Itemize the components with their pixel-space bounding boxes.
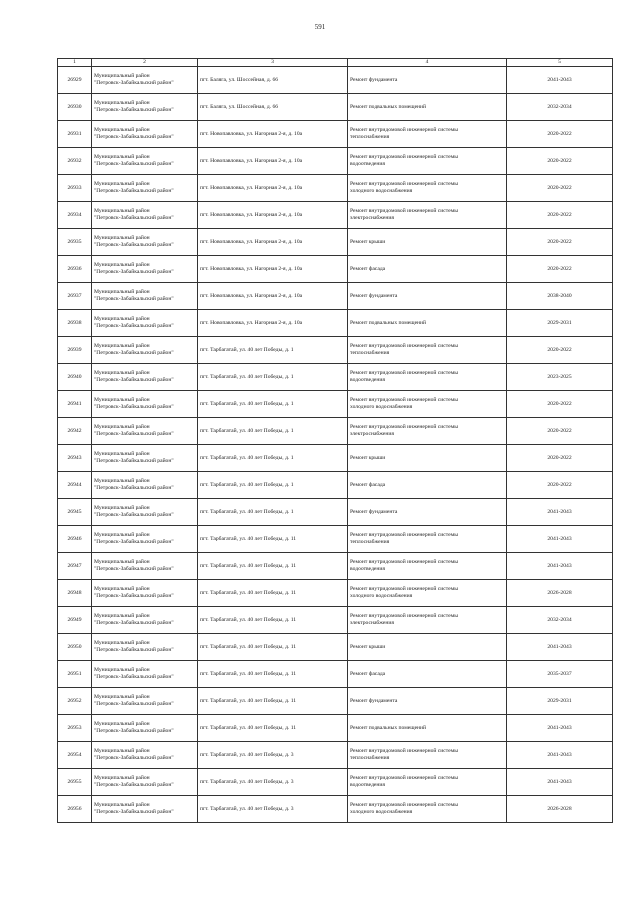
- municipality-cell: [92, 337, 198, 364]
- period-cell: 2041-2043: [507, 769, 613, 796]
- municipality-cell: [92, 121, 198, 148]
- table-row: [58, 67, 613, 94]
- work-type-line-1: Ремонт внутридомовой инженерной системы: [350, 775, 458, 782]
- municipality-line-2: "Петровск-Забайкальский район": [94, 134, 174, 140]
- work-type-line-1: Ремонт внутридомовой инженерной системы: [350, 424, 458, 431]
- row-number: 26929: [58, 67, 92, 94]
- municipality-cell: [92, 796, 198, 823]
- row-number: 26943: [58, 445, 92, 472]
- municipality-cell: [92, 526, 198, 553]
- table-row: [58, 499, 613, 526]
- municipality-line-2: "Петровск-Забайкальский район": [94, 377, 174, 383]
- municipality-cell: [92, 607, 198, 634]
- municipality-cell: [92, 445, 198, 472]
- row-number: 26949: [58, 607, 92, 634]
- work-type-line-2: водоотведения: [350, 161, 385, 167]
- address-cell: пгт. Новопавловка, ул. Нагорная 2-я, д. 10а: [198, 148, 348, 175]
- municipality-cell: [92, 310, 198, 337]
- municipality-line-1: Муниципальный район: [94, 505, 150, 512]
- municipality-line-2: "Петровск-Забайкальский район": [94, 188, 174, 194]
- work-type-cell: [348, 742, 507, 769]
- work-type-line-1: Ремонт внутридомовой инженерной системы: [350, 613, 458, 620]
- row-number: 26934: [58, 202, 92, 229]
- municipality-line-1: Муниципальный район: [94, 559, 150, 566]
- municipality-line-1: Муниципальный район: [94, 289, 150, 296]
- municipality-line-2: "Петровск-Забайкальский район": [94, 566, 174, 572]
- municipality-line-1: Муниципальный район: [94, 316, 150, 323]
- address-cell: пгт. Тарбагатай, ул. 40 лет Победы, д. 1: [198, 499, 348, 526]
- period-cell: 2041-2043: [507, 715, 613, 742]
- municipality-cell: [92, 67, 198, 94]
- row-number: 26955: [58, 769, 92, 796]
- work-type-cell: [348, 337, 507, 364]
- work-type-line-1: Ремонт фундамента: [350, 76, 398, 83]
- work-type-cell: [348, 445, 507, 472]
- table-header: [58, 59, 613, 67]
- address-cell: пгт. Тарбагатай, ул. 40 лет Победы, д. 11: [198, 607, 348, 634]
- municipality-line-2: "Петровск-Забайкальский район": [94, 107, 174, 113]
- municipality-cell: [92, 418, 198, 445]
- table-row: [58, 445, 613, 472]
- period-cell: 2020-2022: [507, 391, 613, 418]
- period-cell: 2026-2028: [507, 580, 613, 607]
- municipality-line-1: Муниципальный район: [94, 370, 150, 377]
- municipality-line-1: Муниципальный район: [94, 181, 150, 188]
- table-row: [58, 472, 613, 499]
- municipality-cell: [92, 661, 198, 688]
- table-row: [58, 634, 613, 661]
- work-type-line-1: Ремонт подвальных помещений: [350, 103, 427, 110]
- row-number: 26950: [58, 634, 92, 661]
- table-row: [58, 607, 613, 634]
- municipality-line-1: Муниципальный район: [94, 478, 150, 485]
- period-cell: 2041-2043: [507, 742, 613, 769]
- address-cell: пгт. Тарбагатай, ул. 40 лет Победы, д. 3: [198, 742, 348, 769]
- work-type-cell: [348, 715, 507, 742]
- municipality-cell: [92, 202, 198, 229]
- work-type-cell: [348, 94, 507, 121]
- municipality-line-1: Муниципальный район: [94, 775, 150, 782]
- repair-schedule-table: [57, 58, 613, 823]
- work-type-cell: [348, 283, 507, 310]
- row-number: 26947: [58, 553, 92, 580]
- table-row: [58, 769, 613, 796]
- address-cell: пгт. Тарбагатай, ул. 40 лет Победы, д. 1: [198, 418, 348, 445]
- table-row: [58, 661, 613, 688]
- row-number: 26936: [58, 256, 92, 283]
- table-row: [58, 283, 613, 310]
- table-row: [58, 688, 613, 715]
- municipality-line-1: Муниципальный район: [94, 235, 150, 242]
- row-number: 26954: [58, 742, 92, 769]
- table-row: [58, 715, 613, 742]
- municipality-cell: [92, 391, 198, 418]
- municipality-line-1: Муниципальный район: [94, 397, 150, 404]
- municipality-cell: [92, 229, 198, 256]
- municipality-line-2: "Петровск-Забайкальский район": [94, 755, 174, 761]
- row-number: 26938: [58, 310, 92, 337]
- period-cell: 2020-2022: [507, 175, 613, 202]
- work-type-line-1: Ремонт внутридомовой инженерной системы: [350, 370, 458, 377]
- table-row: [58, 796, 613, 823]
- municipality-line-2: "Петровск-Забайкальский район": [94, 242, 174, 248]
- municipality-line-1: Муниципальный район: [94, 424, 150, 431]
- address-cell: пгт. Балягa, ул. Шоссейная, д. 66: [198, 67, 348, 94]
- address-cell: пгт. Тарбагатай, ул. 40 лет Победы, д. 11: [198, 526, 348, 553]
- work-type-cell: [348, 364, 507, 391]
- table-row: [58, 148, 613, 175]
- municipality-line-1: Муниципальный район: [94, 694, 150, 701]
- municipality-line-1: Муниципальный район: [94, 100, 150, 107]
- work-type-cell: [348, 769, 507, 796]
- work-type-line-1: Ремонт фундамента: [350, 697, 398, 704]
- work-type-line-1: Ремонт фасада: [350, 481, 386, 488]
- table-row: [58, 553, 613, 580]
- work-type-line-1: Ремонт внутридомовой инженерной системы: [350, 532, 458, 539]
- period-cell: 2041-2043: [507, 499, 613, 526]
- page-number: 591: [314, 23, 326, 31]
- period-cell: 2035-2037: [507, 661, 613, 688]
- municipality-cell: [92, 148, 198, 175]
- period-cell: 2032-2034: [507, 94, 613, 121]
- work-type-line-2: холодного водоснабжения: [350, 593, 413, 599]
- work-type-line-1: Ремонт крыши: [350, 454, 386, 461]
- column-header-3: 3: [198, 59, 348, 67]
- work-type-line-2: холодного водоснабжения: [350, 809, 413, 815]
- work-type-line-1: Ремонт подвальных помещений: [350, 724, 427, 731]
- period-cell: 2020-2022: [507, 337, 613, 364]
- address-cell: пгт. Тарбагатай, ул. 40 лет Победы, д. 1: [198, 391, 348, 418]
- work-type-cell: [348, 661, 507, 688]
- address-cell: пгт. Новопавловка, ул. Нагорная 2-я, д. 10а: [198, 283, 348, 310]
- row-number: 26941: [58, 391, 92, 418]
- work-type-line-2: электроснабжения: [350, 431, 394, 437]
- work-type-line-2: теплоснабжения: [350, 539, 390, 545]
- work-type-cell: [348, 634, 507, 661]
- municipality-cell: [92, 472, 198, 499]
- municipality-cell: [92, 283, 198, 310]
- municipality-line-1: Муниципальный район: [94, 721, 150, 728]
- work-type-line-1: Ремонт фундамента: [350, 508, 398, 515]
- work-type-line-2: теплоснабжения: [350, 755, 390, 761]
- municipality-line-2: "Петровск-Забайкальский район": [94, 431, 174, 437]
- work-type-cell: [348, 175, 507, 202]
- address-cell: пгт. Тарбагатай, ул. 40 лет Победы, д. 11: [198, 661, 348, 688]
- municipality-line-1: Муниципальный район: [94, 127, 150, 134]
- address-cell: пгт. Тарбагатай, ул. 40 лет Победы, д. 3: [198, 796, 348, 823]
- row-number: 26935: [58, 229, 92, 256]
- row-number: 26952: [58, 688, 92, 715]
- column-header-2: 2: [92, 59, 198, 67]
- municipality-line-2: "Петровск-Забайкальский район": [94, 161, 174, 167]
- municipality-line-2: "Петровск-Забайкальский район": [94, 350, 174, 356]
- work-type-cell: [348, 499, 507, 526]
- work-type-line-2: водоотведения: [350, 782, 385, 788]
- work-type-line-1: Ремонт внутридомовой инженерной системы: [350, 586, 458, 593]
- address-cell: пгт. Новопавловка, ул. Нагорная 2-я, д. 10а: [198, 202, 348, 229]
- column-header-4: 4: [348, 59, 507, 67]
- address-cell: пгт. Тарбагатай, ул. 40 лет Победы, д. 11: [198, 580, 348, 607]
- municipality-line-1: Муниципальный район: [94, 613, 150, 620]
- work-type-line-1: Ремонт фундамента: [350, 292, 398, 299]
- row-number: 26930: [58, 94, 92, 121]
- period-cell: 2029-2031: [507, 688, 613, 715]
- work-type-line-1: Ремонт подвальных помещений: [350, 319, 427, 326]
- municipality-line-2: "Петровск-Забайкальский район": [94, 323, 174, 329]
- municipality-line-1: Муниципальный район: [94, 262, 150, 269]
- work-type-line-1: Ремонт фасада: [350, 670, 386, 677]
- table-row: [58, 526, 613, 553]
- work-type-line-1: Ремонт внутридомовой инженерной системы: [350, 748, 458, 755]
- work-type-cell: [348, 418, 507, 445]
- municipality-cell: [92, 256, 198, 283]
- row-number: 26937: [58, 283, 92, 310]
- work-type-cell: [348, 553, 507, 580]
- work-type-cell: [348, 148, 507, 175]
- period-cell: 2020-2022: [507, 472, 613, 499]
- row-number: 26932: [58, 148, 92, 175]
- municipality-line-1: Муниципальный район: [94, 154, 150, 161]
- period-cell: 2029-2031: [507, 310, 613, 337]
- municipality-cell: [92, 580, 198, 607]
- work-type-line-1: Ремонт внутридомовой инженерной системы: [350, 181, 458, 188]
- address-cell: пгт. Тарбагатай, ул. 40 лет Победы, д. 11: [198, 634, 348, 661]
- municipality-line-2: "Петровск-Забайкальский район": [94, 701, 174, 707]
- work-type-cell: [348, 472, 507, 499]
- municipality-line-1: Муниципальный район: [94, 73, 150, 80]
- table-row: [58, 391, 613, 418]
- address-cell: пгт. Тарбагатай, ул. 40 лет Победы, д. 3: [198, 769, 348, 796]
- work-type-line-1: Ремонт внутридомовой инженерной системы: [350, 127, 458, 134]
- address-cell: пгт. Новопавловка, ул. Нагорная 2-я, д. 10а: [198, 175, 348, 202]
- municipality-line-2: "Петровск-Забайкальский район": [94, 80, 174, 86]
- row-number: 26945: [58, 499, 92, 526]
- municipality-line-1: Муниципальный район: [94, 640, 150, 647]
- table-row: [58, 364, 613, 391]
- column-header-1: 1: [58, 59, 92, 67]
- period-cell: 2023-2025: [507, 364, 613, 391]
- municipality-cell: [92, 553, 198, 580]
- work-type-cell: [348, 256, 507, 283]
- period-cell: 2020-2022: [507, 418, 613, 445]
- header-row: [58, 59, 613, 67]
- address-cell: пгт. Тарбагатай, ул. 40 лет Победы, д. 1: [198, 364, 348, 391]
- work-type-cell: [348, 121, 507, 148]
- municipality-line-2: "Петровск-Забайкальский район": [94, 539, 174, 545]
- work-type-line-2: холодного водоснабжения: [350, 404, 413, 410]
- municipality-line-2: "Петровск-Забайкальский район": [94, 404, 174, 410]
- work-type-cell: [348, 229, 507, 256]
- municipality-line-2: "Петровск-Забайкальский район": [94, 647, 174, 653]
- work-type-line-1: Ремонт крыши: [350, 643, 386, 650]
- work-type-cell: [348, 310, 507, 337]
- work-type-cell: [348, 67, 507, 94]
- municipality-cell: [92, 499, 198, 526]
- address-cell: пгт. Балягa, ул. Шоссейная, д. 66: [198, 94, 348, 121]
- municipality-line-1: Муниципальный район: [94, 532, 150, 539]
- municipality-line-2: "Петровск-Забайкальский район": [94, 728, 174, 734]
- municipality-line-2: "Петровск-Забайкальский район": [94, 215, 174, 221]
- work-type-line-2: холодного водоснабжения: [350, 188, 413, 194]
- municipality-cell: [92, 688, 198, 715]
- work-type-line-2: электроснабжения: [350, 620, 394, 626]
- municipality-line-2: "Петровск-Забайкальский район": [94, 782, 174, 788]
- municipality-cell: [92, 634, 198, 661]
- table-row: [58, 418, 613, 445]
- work-type-line-1: Ремонт внутридомовой инженерной системы: [350, 154, 458, 161]
- municipality-line-2: "Петровск-Забайкальский район": [94, 593, 174, 599]
- table-row: [58, 310, 613, 337]
- period-cell: 2020-2022: [507, 229, 613, 256]
- municipality-line-1: Муниципальный район: [94, 451, 150, 458]
- address-cell: пгт. Новопавловка, ул. Нагорная 2-я, д. 10а: [198, 256, 348, 283]
- period-cell: 2041-2043: [507, 553, 613, 580]
- row-number: 26933: [58, 175, 92, 202]
- municipality-cell: [92, 364, 198, 391]
- work-type-cell: [348, 202, 507, 229]
- table-row: [58, 256, 613, 283]
- address-cell: пгт. Новопавловка, ул. Нагорная 2-я, д. 10а: [198, 310, 348, 337]
- address-cell: пгт. Тарбагатай, ул. 40 лет Победы, д. 11: [198, 553, 348, 580]
- address-cell: пгт. Тарбагатай, ул. 40 лет Победы, д. 11: [198, 715, 348, 742]
- municipality-line-1: Муниципальный район: [94, 802, 150, 809]
- row-number: 26946: [58, 526, 92, 553]
- address-cell: пгт. Тарбагатай, ул. 40 лет Победы, д. 11: [198, 688, 348, 715]
- work-type-line-2: теплоснабжения: [350, 350, 390, 356]
- column-header-5: 5: [507, 59, 613, 67]
- table-row: [58, 580, 613, 607]
- work-type-cell: [348, 580, 507, 607]
- work-type-cell: [348, 688, 507, 715]
- municipality-line-2: "Петровск-Забайкальский район": [94, 674, 174, 680]
- work-type-line-1: Ремонт внутридомовой инженерной системы: [350, 802, 458, 809]
- municipality-line-2: "Петровск-Забайкальский район": [94, 809, 174, 815]
- row-number: 26953: [58, 715, 92, 742]
- row-number: 26956: [58, 796, 92, 823]
- period-cell: 2038-2040: [507, 283, 613, 310]
- work-type-line-1: Ремонт внутридомовой инженерной системы: [350, 208, 458, 215]
- address-cell: пгт. Тарбагатай, ул. 40 лет Победы, д. 1: [198, 472, 348, 499]
- table-body: [58, 67, 613, 823]
- row-number: 26948: [58, 580, 92, 607]
- row-number: 26939: [58, 337, 92, 364]
- period-cell: 2041-2043: [507, 634, 613, 661]
- row-number: 26944: [58, 472, 92, 499]
- municipality-cell: [92, 769, 198, 796]
- work-type-cell: [348, 607, 507, 634]
- table-row: [58, 94, 613, 121]
- period-cell: 2020-2022: [507, 202, 613, 229]
- municipality-line-1: Муниципальный район: [94, 748, 150, 755]
- address-cell: пгт. Тарбагатай, ул. 40 лет Победы, д. 1: [198, 337, 348, 364]
- municipality-cell: [92, 715, 198, 742]
- work-type-cell: [348, 391, 507, 418]
- work-type-line-1: Ремонт фасада: [350, 265, 386, 272]
- table-row: [58, 121, 613, 148]
- period-cell: 2032-2034: [507, 607, 613, 634]
- municipality-line-1: Муниципальный район: [94, 667, 150, 674]
- municipality-line-2: "Петровск-Забайкальский район": [94, 269, 174, 275]
- municipality-line-1: Муниципальный район: [94, 208, 150, 215]
- work-type-line-2: теплоснабжения: [350, 134, 390, 140]
- municipality-line-1: Муниципальный район: [94, 343, 150, 350]
- work-type-line-1: Ремонт крыши: [350, 238, 386, 245]
- row-number: 26942: [58, 418, 92, 445]
- row-number: 26951: [58, 661, 92, 688]
- table-row: [58, 229, 613, 256]
- table-row: [58, 175, 613, 202]
- period-cell: 2020-2022: [507, 121, 613, 148]
- work-type-line-1: Ремонт внутридомовой инженерной системы: [350, 397, 458, 404]
- table-row: [58, 337, 613, 364]
- period-cell: 2020-2022: [507, 445, 613, 472]
- municipality-line-1: Муниципальный район: [94, 586, 150, 593]
- address-cell: пгт. Тарбагатай, ул. 40 лет Победы, д. 1: [198, 445, 348, 472]
- table-row: [58, 202, 613, 229]
- work-type-line-2: водоотведения: [350, 566, 385, 572]
- period-cell: 2041-2043: [507, 67, 613, 94]
- row-number: 26940: [58, 364, 92, 391]
- period-cell: 2020-2022: [507, 148, 613, 175]
- municipality-line-2: "Петровск-Забайкальский район": [94, 485, 174, 491]
- work-type-line-1: Ремонт внутридомовой инженерной системы: [350, 559, 458, 566]
- address-cell: пгт. Новопавловка, ул. Нагорная 2-я, д. 10а: [198, 121, 348, 148]
- table-row: [58, 742, 613, 769]
- municipality-line-2: "Петровск-Забайкальский район": [94, 296, 174, 302]
- municipality-cell: [92, 94, 198, 121]
- period-cell: 2026-2028: [507, 796, 613, 823]
- period-cell: 2020-2022: [507, 256, 613, 283]
- work-type-cell: [348, 526, 507, 553]
- municipality-line-2: "Петровск-Забайкальский район": [94, 458, 174, 464]
- municipality-cell: [92, 742, 198, 769]
- work-type-line-1: Ремонт внутридомовой инженерной системы: [350, 343, 458, 350]
- row-number: 26931: [58, 121, 92, 148]
- municipality-line-2: "Петровск-Забайкальский район": [94, 512, 174, 518]
- period-cell: 2041-2043: [507, 526, 613, 553]
- address-cell: пгт. Новопавловка, ул. Нагорная 2-я, д. 10а: [198, 229, 348, 256]
- work-type-cell: [348, 796, 507, 823]
- municipality-cell: [92, 175, 198, 202]
- work-type-line-2: водоотведения: [350, 377, 385, 383]
- municipality-line-2: "Петровск-Забайкальский район": [94, 620, 174, 626]
- work-type-line-2: электроснабжения: [350, 215, 394, 221]
